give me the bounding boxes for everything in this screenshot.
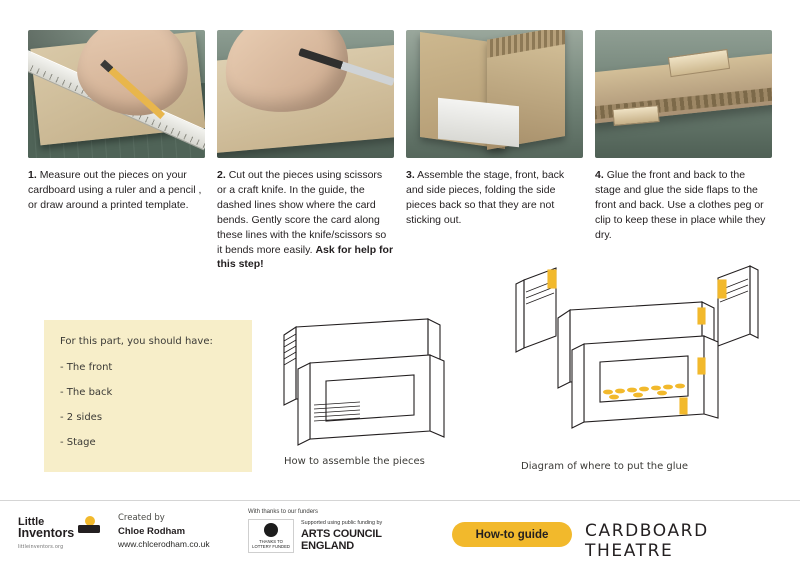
footer [0, 501, 800, 566]
cutting-photo [217, 30, 394, 158]
note-title: For this part, you should have: [60, 336, 213, 347]
step-2 [217, 30, 394, 272]
lottery-funded-label: LOTTERY FUNDED [252, 544, 290, 549]
how-to-guide-badge: How-to guide [452, 522, 572, 547]
step-3-text [406, 168, 583, 228]
step-3-body: Assemble the stage, front, back and side pieces, folding the side pieces back so that they are not sticking out. [406, 169, 565, 226]
assembly-caption: How to assemble the pieces [284, 456, 425, 467]
step-2-number: 2. [217, 169, 226, 181]
step-4 [595, 30, 772, 272]
step-4-text [595, 168, 772, 243]
little-inventors-logo [18, 513, 106, 555]
assembly-diagram-svg [278, 305, 468, 450]
measure-photo [28, 30, 205, 158]
creator-url[interactable]: www.chlcerodham.co.uk [118, 539, 210, 549]
svg-text:Little: Little [18, 516, 45, 528]
glue-diagram-svg [512, 262, 762, 452]
logo-mark-icon [18, 513, 104, 539]
step-3-number: 3. [406, 169, 415, 181]
lottery-funded-logo [248, 519, 294, 553]
funders-title: With thanks to our funders [248, 509, 319, 515]
assembly-photo [406, 30, 583, 158]
step-1-text [28, 168, 205, 213]
gluing-photo [595, 30, 772, 158]
step-4-number: 4. [595, 169, 604, 181]
step-2-text [217, 168, 394, 272]
step-1-number: 1. [28, 169, 37, 181]
lottery-fingers-icon [264, 523, 278, 537]
step-2-emphasis: Ask for help for this step! [217, 243, 394, 271]
arts-council-logo [301, 520, 382, 551]
ace-name-line2: ENGLAND [301, 539, 354, 552]
funders-block [248, 509, 448, 553]
step-3 [406, 30, 583, 272]
note-item: - 2 sides [60, 412, 103, 423]
assembly-diagram [278, 305, 468, 455]
svg-text:Inventors: Inventors [18, 526, 75, 539]
logo-url: littleinventors.org [18, 544, 64, 550]
step-1 [28, 30, 205, 272]
credit-block [118, 513, 248, 549]
glue-diagram [512, 262, 762, 457]
ace-support-label: Supported using public funding by [301, 520, 383, 527]
guide-title: CARDBOARD THEATRE [585, 521, 709, 561]
note-item: - Stage [60, 437, 96, 448]
parts-checklist-note [44, 320, 252, 472]
step-1-body: Measure out the pieces on your cardboard using a ruler and a pencil , or draw around a printed template. [28, 169, 202, 211]
lottery-thanks-label: THANKS TO [259, 538, 283, 544]
note-item: - The back [60, 387, 113, 398]
step-4-body: Glue the front and back to the stage and glue the side flaps to the front and back. Use a clothes peg or clip to keep these in place while they dry. [595, 169, 766, 241]
ace-name-line1: ARTS COUNCIL [301, 527, 382, 540]
glue-caption: Diagram of where to put the glue [521, 461, 689, 472]
note-item: - The front [60, 362, 113, 373]
created-by-label: Created by [118, 513, 165, 523]
creator-name: Chloe Rodham [118, 526, 186, 537]
steps-row [28, 30, 772, 272]
step-2-body: Cut out the pieces using scissors or a craft knife. In the guide, the dashed lines show where the card bends. Gently score the card along these lines with the knife/scissors so it bends more easily. [217, 169, 387, 256]
